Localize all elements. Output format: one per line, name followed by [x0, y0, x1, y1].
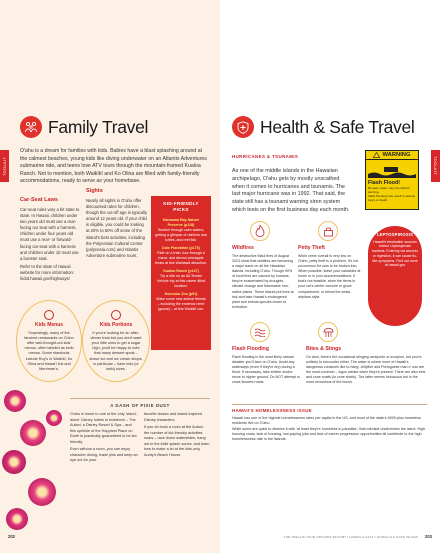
homelessness-title: HAWAII'S HOMELESSNESS ISSUE: [232, 408, 312, 413]
flash-flooding-section: [232, 346, 302, 385]
page-title: Family Travel: [48, 116, 149, 137]
hurricanes-intro: As one of the middle islands in the Hawaiian archipelago, O'ahu gets by mostly unscathed when it comes to hurricanes and tsunamis. The last major hurricane was in 1992. That said, the state still has a tsunami warning siren system which tests on the first business day each month.: [232, 168, 350, 214]
kid-box-title: KID-FRIENDLY PICKS: [163, 201, 199, 213]
homelessness-section: [232, 404, 427, 442]
pixie-col-2-text-b: If you do book a room at the Aulani, the number of kid-friendly activities soars – race down waterslides, hang out in the keiki splash zones, and learn how to make a lei at the kids-only Aunty's Beach House.: [144, 425, 210, 457]
pixie-col-2-text: favorite classic and island-inspired Disney characters.: [144, 412, 202, 422]
petty-theft-body: While crime overall is very low on O'ahu, petty theft is a problem. It's not uncommon for cars to be broken into. When possible, leave your valuables at home or in your accommodations. If that's not feasible, store the items in your car's center console or glove compartment, or below the seats, airplane-style.: [298, 254, 361, 299]
flash-flooding-body: Flash flooding is the most likely natural disaster you'll face on O'ahu. Avoid any waterways (even if they're dry) during a flood. If necessary, take shelter and/or move to higher ground. Do NOT attempt to cross flooded roads.: [232, 355, 301, 385]
toolkit-tab-left: TOOLKIT: [0, 150, 9, 182]
homelessness-body-2: While some are quick to dismiss it with 'at least they're homeless in paradise,' that mindset undermines the issue. High housing costs, lack of housing, low-paying jobs and lack of career progression opportunities all contribute to the high homelessness rate in the islands.: [232, 426, 426, 441]
flood-car-icon: [368, 162, 416, 178]
car-seat-body-2: Refer to the state of Hawaii website for more information: hidot.hawaii.gov/highways/: [20, 263, 74, 281]
lepto-body: Hawaii's freshwater sources harbor Leptospirosis bacteria. Entering via wounds or ingestion, it can cause flu-like symptoms. Find out more at hawaii.gov: [372, 239, 418, 268]
running-footer: THE TRELLIS YOUR ORCHIDS BLOOM? / HAWAII & HALF / HONOLULU GATE ISLAND: [283, 535, 418, 539]
homelessness-body: Hawaii has one of the highest homelessness rates per capita in the US, and most of the state's 6000-plus homeless residents live on O'ahu.: [232, 416, 421, 426]
warning-banner: WARNING: [365, 150, 419, 160]
pixie-col-1: [70, 412, 138, 466]
family-icon: [20, 116, 42, 138]
bites-stings-body: On land, there's the occasional stinging centipede or scorpion, but you're unlikely to encounter either. The water is where more of Hawaii's dangerous creatures like to hang. Jellyfish and Portuguese man o' war are the most common – signs advise when they're present. There are also eels and cone snails (in cone shells). The latter seems innocuous but is the most venomous of the bunch.: [306, 355, 426, 385]
sights-section: [86, 188, 147, 261]
kids-portions-title: Kids Portions: [99, 322, 133, 329]
sights-body: Nearly all sights in O'ahu offer discounted rates for children, though the cut-off age is typically around 12 years old. If your child is eligible, you could be looking at 20% to 50% off some of the island's best activities, including the Polynesian Cultural Center (polynesia.com) and Atlantis Adventure submarine tours.: [86, 197, 147, 258]
warning-triangle-icon: [373, 152, 380, 158]
plumeria-flowers-image: [0, 380, 70, 540]
wildfires-body: The destructive Maui fires of August 2023 show that wildfires are becoming a major issue on all the Hawaiian islands, including O'ahu. Though 90% of local fires are caused by humans, they're exacerbated by droughts, climate change and flammable non-native plants. These blazes put lives at risk and take Hawaii's endangered plant and animal species closer to extinction.: [232, 254, 294, 309]
theft-icon: [318, 221, 338, 241]
kids-menus-bubble: [16, 300, 82, 382]
right-page: [220, 0, 440, 553]
health-title-row: [232, 116, 415, 138]
kids-portions-bubble: [82, 300, 150, 382]
kids-menus-title: Kids Menus: [34, 322, 64, 329]
intro-text: O'ahu is a dream for families with kids. Babies have a blast splashing around at the calmest beaches, young kids like diving underwater on an Atlantis Adventures submarine ride, and teens love ATV tours through the mountain-framed Kualoa Ranch. Not to mention, both Waikīkī and Ko Olina are filled with family-friendly accommodations, ready to serve as your homebase.: [20, 148, 207, 185]
pixie-col-2: [144, 412, 210, 460]
menu-icon: [44, 310, 54, 320]
bites-stings-section: [306, 346, 426, 385]
pixie-dust-heading: A DASH OF PIXIE DUST: [70, 398, 210, 408]
hurricanes-heading: HURRICANES & TSUNAMIS: [232, 154, 299, 159]
car-seat-heading: Car-Seat Laws: [20, 197, 58, 203]
kid-pick: Honolulu Zoo (p91) Make some new animal friends – including the endemic nene (goose) – at this Waikīkī zoo.: [156, 292, 206, 312]
leptospirosis-box: [368, 226, 422, 326]
kid-pick: Dole Plantation (p175) Ride on a train, tour through a maze, and devour pineapple treats at this Wahiawā attraction.: [155, 246, 207, 266]
flash-flooding-title: Flash Flooding: [232, 346, 269, 352]
wildfires-title: Wildfires: [232, 245, 254, 251]
kid-pick: Hanauma Bay Nature Preserve (p128) Snorkel through calm waters, getting a glimpse of rainbow sea turtles, and reef fish.: [155, 217, 207, 242]
petty-theft-title: Petty Theft: [298, 245, 325, 251]
sights-heading: Sights: [86, 188, 103, 194]
jellyfish-icon: [318, 322, 338, 342]
petty-theft-section: [298, 245, 362, 300]
flash-flood-warning-sign: [365, 150, 419, 210]
page-number-right: 203: [425, 534, 432, 539]
wildfires-section: [232, 245, 294, 310]
toolkit-tab-right: TOOLKIT: [431, 150, 440, 182]
bites-stings-title: Bites & Stings: [306, 346, 342, 352]
kid-friendly-picks-box: [151, 196, 211, 350]
ice-cream-icon: [111, 310, 121, 320]
kids-portions-body: If you're looking for an after-dinner treat but you don't want your little ones to get a sugar high, you'll be happy to note that many dessert spots – shave ice and ice cream shops, in particular – have kids (or keiki) sizes.: [89, 330, 143, 371]
fire-icon: [250, 221, 270, 241]
pixie-col-1-text: O'ahu is home to one of the only 'stand-alone' Disney hotels in existence – The Aulani, a Disney Resort & Spa – and this sprinkle of the Happiest Place on Earth is practically guaranteed to be kid friendly.: [70, 412, 137, 444]
warning-body: Flash Flood! Be alert; water may rise without warning. Flash flooding may result in serious injury or death.: [365, 160, 419, 210]
pixie-col-1-text-b: Even without a room, you can enjoy character dining, trade pins and keep an eye out for your: [70, 447, 138, 462]
kids-menus-body: Surprisingly, many of the fanciest restaurants on O'ahu offer well-thought-out kids' menus, often labeled as keiki menus. Some standouts include Roy's in Waikīkī, Ko Olina and Hawai'i Kai and Merriman's.: [24, 330, 74, 371]
lepto-title: LEPTOSPIROSIS: [376, 232, 414, 237]
car-seat-body: Car-seat rules vary a bit state to state. In Hawaii, children under two years old must use a rear-facing car seat with a harness, children under four years old must use a rear- or forward-facing car-seat with a harness and children under 10 must use a booster seat.: [20, 206, 80, 261]
kid-pick: Kualoa Ranch (p147) Try a ride on an All-Terrain Vehicle trip at this career-filled location.: [157, 269, 205, 289]
car-seat-section: [20, 197, 80, 284]
page-title: Health & Safe Travel: [260, 116, 415, 137]
family-travel-title-row: [20, 116, 148, 138]
shield-cross-icon: [232, 116, 254, 138]
page-number-left: 202: [8, 534, 15, 539]
flood-icon: [250, 322, 270, 342]
